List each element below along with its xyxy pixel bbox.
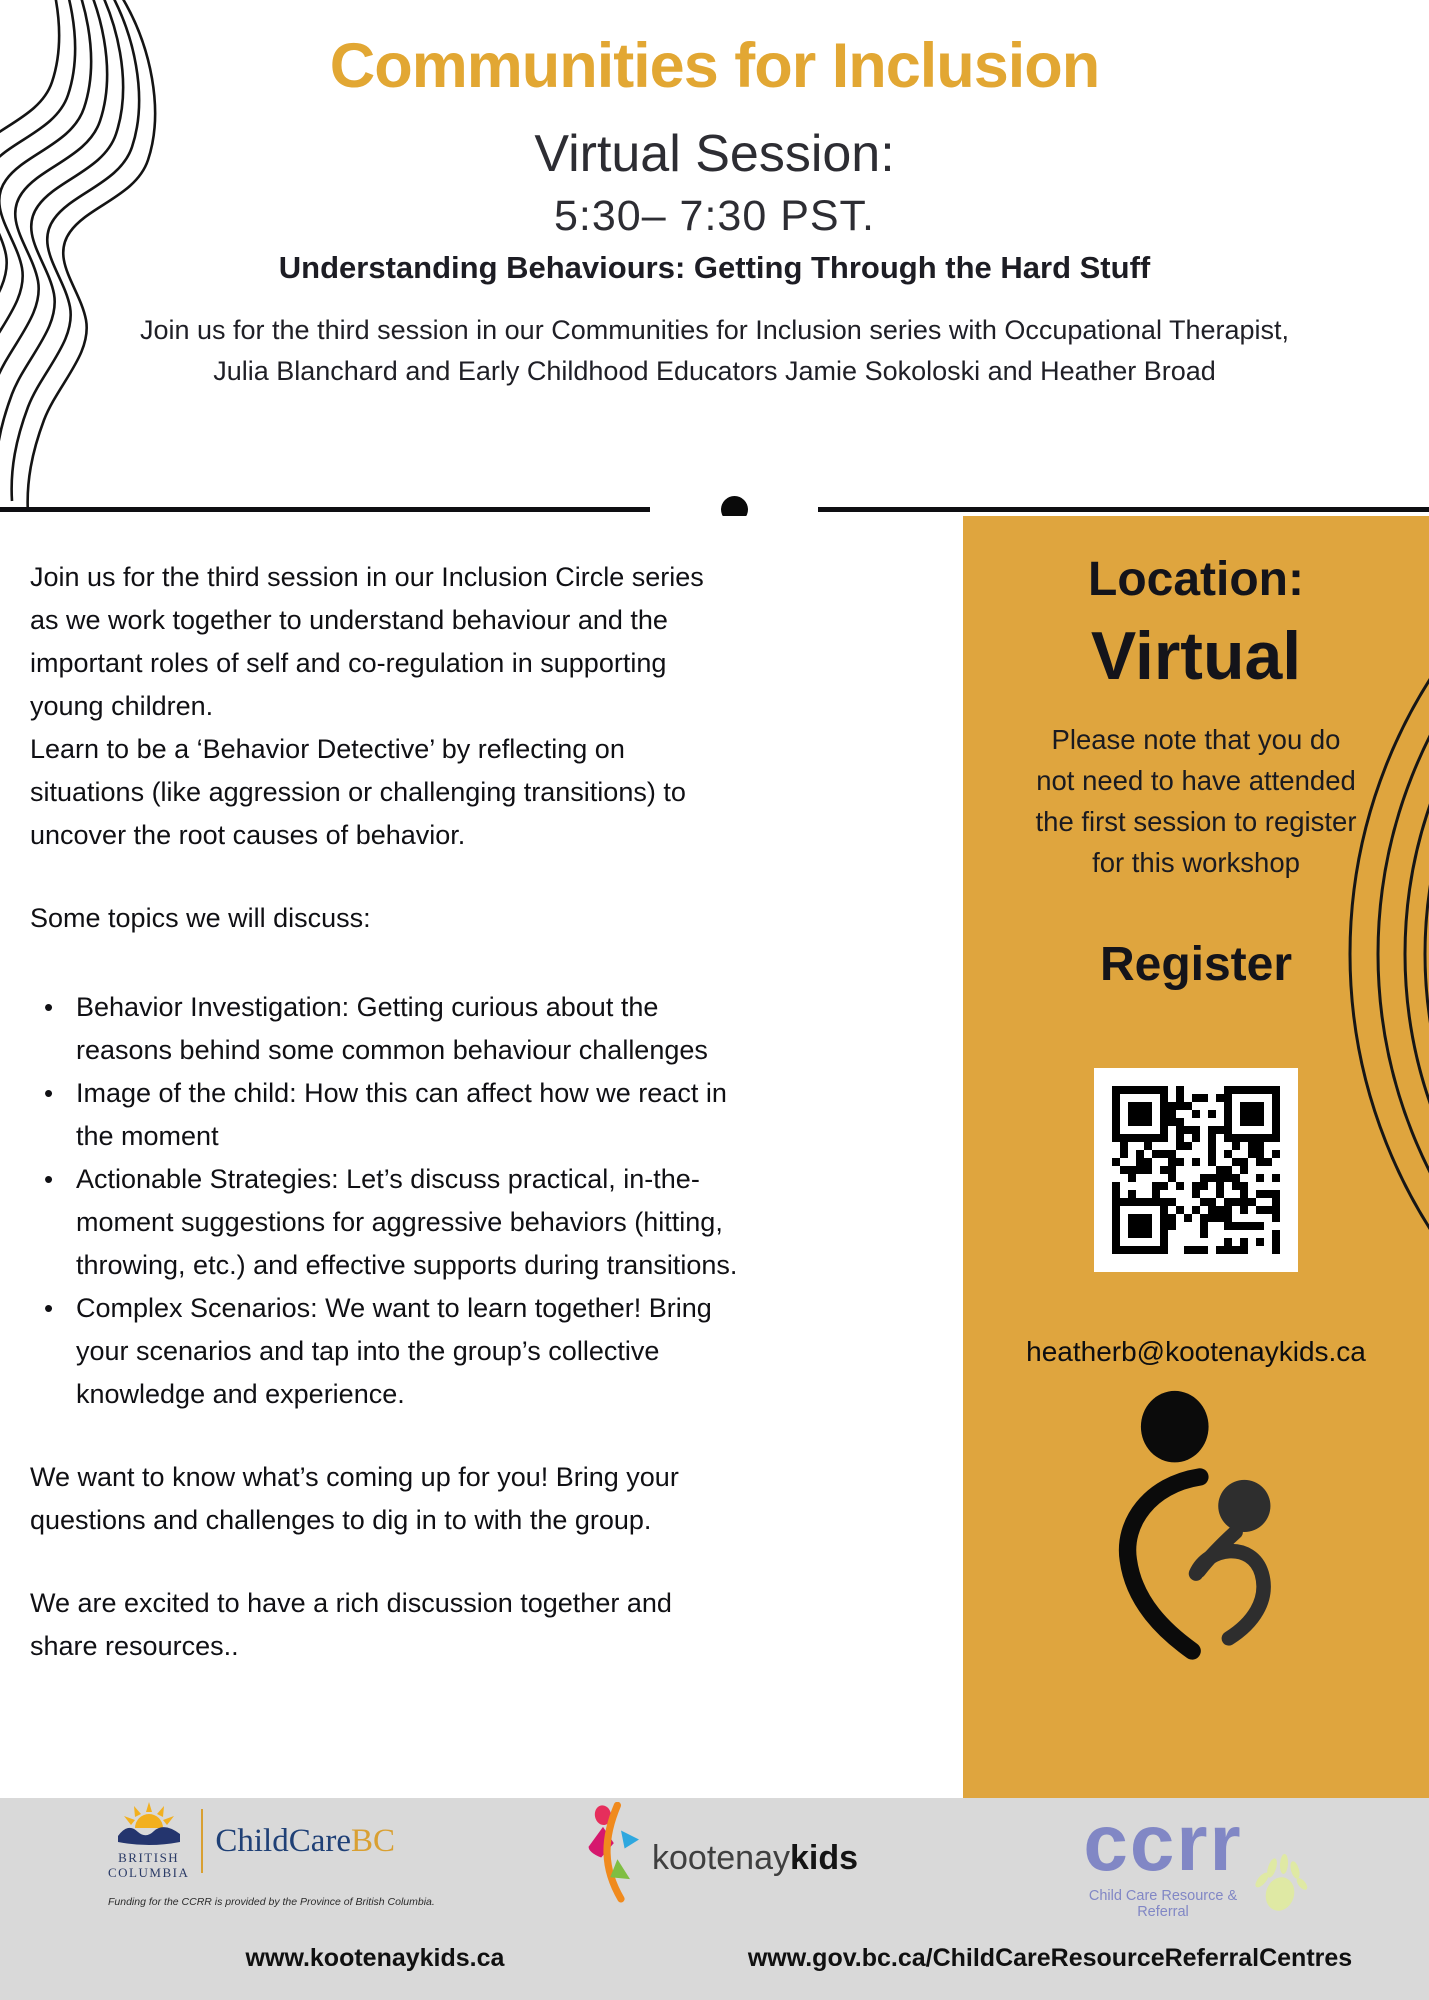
ccrr-acronym: ccrr: [1083, 1798, 1243, 1887]
ccrr-logo: [1068, 1798, 1258, 1920]
qr-code: [1094, 1068, 1298, 1272]
wordmark-bc: BC: [351, 1822, 396, 1859]
footer-section: [0, 1798, 1429, 2000]
body-paragraph-1: Join us for the third session in our Inclusion Circle series as we work together to understand behaviour and the important roles of self and co-regulation in supporting young children.: [30, 562, 704, 721]
family-heart-icon: [1096, 1388, 1296, 1678]
childcarebc-logo: [108, 1802, 435, 1908]
bc-name-line1: BRITISH: [118, 1850, 180, 1865]
page-title: Communities for Inclusion: [329, 31, 1100, 101]
divider-line-right: [818, 507, 1429, 512]
dancing-figure-icon: [576, 1802, 648, 1904]
wordmark-kids: kids: [790, 1839, 859, 1877]
main-section: [0, 516, 1429, 1798]
intro-line-1: Join us for the third session in our Communities for Inclusion series with Occupational Therapist,: [139, 315, 1290, 345]
body-paragraph-2: Learn to be a ‘Behavior Detective’ by reflecting on situations (like aggression or challenging transitions) to uncover the root causes of behavior.: [30, 734, 686, 850]
wordmark-kootenay: kootenay: [652, 1839, 790, 1877]
bc-name-line2: COLUMBIA: [108, 1865, 190, 1880]
sun-over-mountains-icon: [116, 1802, 182, 1848]
intro-paragraph: [0, 310, 1429, 392]
list-item: • Behavior Investigation: Getting curious about the reasons behind some common behaviour challenges: [76, 986, 738, 1072]
session-time: 5:30– 7:30 PST.: [554, 192, 875, 240]
closing-paragraph-2: We are excited to have a rich discussion together and share resources..: [30, 1588, 672, 1661]
kootenaykids-url-link[interactable]: www.kootenaykids.ca: [245, 1944, 505, 1972]
handprint-icon: [1250, 1854, 1308, 1918]
registration-note: Please note that you do not need to have attended the first session to register for this workshop: [1035, 724, 1357, 878]
register-heading: Register: [1099, 938, 1293, 991]
gov-bc-url-link[interactable]: www.gov.bc.ca/ChildCareResourceReferralCentres: [747, 1944, 1353, 1972]
divider-line-left: [0, 507, 650, 512]
list-item: • Complex Scenarios: We want to learn together! Bring your scenarios and tap into the group’s collective knowledge and experience.: [76, 1287, 738, 1416]
kootenaykids-logo: [576, 1802, 858, 1904]
intro-line-2: Julia Blanchard and Early Childhood Educators Jamie Sokoloski and Heather Broad: [213, 356, 1216, 386]
qr-code-modules: [1112, 1086, 1280, 1254]
location-label: Location:: [1088, 553, 1304, 606]
location-sidebar: [963, 516, 1429, 1798]
body-text-column: [0, 516, 963, 1798]
kootenaykids-wordmark: [652, 1839, 858, 1878]
childcarebc-wordmark: [215, 1823, 395, 1860]
bc-logo-divider: [201, 1809, 203, 1873]
header-section: [0, 0, 1429, 516]
wordmark-childcare: ChildCare: [215, 1822, 351, 1859]
funding-note: Funding for the CCRR is provided by the Province of British Columbia.: [108, 1896, 435, 1908]
closing-paragraph-1: We want to know what’s coming up for you! Bring your questions and challenges to dig in to with the group.: [30, 1462, 679, 1535]
topics-label: Some topics we will discuss:: [30, 903, 371, 933]
location-value: Virtual: [1090, 618, 1302, 694]
bc-logo-name: [108, 1850, 189, 1880]
ccrr-tagline: Child Care Resource & Referral: [1088, 1888, 1238, 1920]
session-type-label: Virtual Session:: [534, 125, 895, 183]
contact-email-link[interactable]: heatherb@kootenaykids.ca: [1026, 1336, 1366, 1367]
session-subtitle: Understanding Behaviours: Getting Through the Hard Stuff: [278, 250, 1151, 285]
topics-list: [30, 986, 738, 1416]
list-item: • Image of the child: How this can affect how we react in the moment: [76, 1072, 738, 1158]
list-item: • Actionable Strategies: Let’s discuss practical, in-the-moment suggestions for aggressive behaviors (hitting, throwing, etc.) and effective supports during transitions.: [76, 1158, 738, 1287]
